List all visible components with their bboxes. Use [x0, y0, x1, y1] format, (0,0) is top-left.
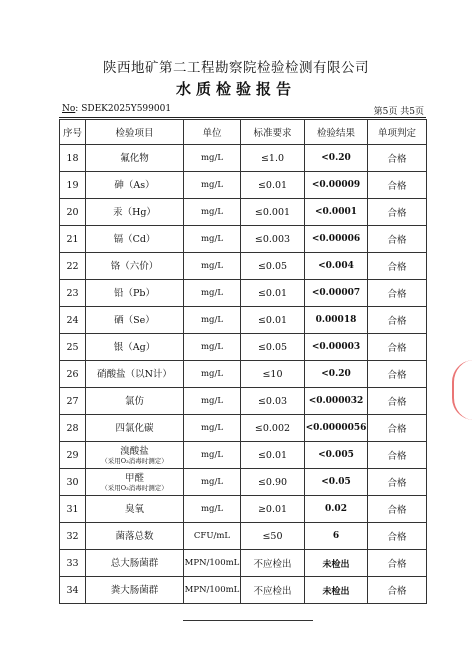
cell-unit: mg/L: [184, 199, 241, 226]
table-row: [60, 145, 427, 172]
table-row: [60, 523, 427, 550]
cell-requirement: ≤0.90: [241, 469, 305, 496]
table-body: [60, 145, 427, 604]
cell-result: <0.20: [305, 361, 368, 388]
header-cell-verdict: 单项判定: [368, 120, 427, 145]
report-number-label: No: [62, 104, 76, 114]
table-row: [60, 199, 427, 226]
cell-no: 27: [60, 388, 86, 415]
item-name: 银（Ag）: [113, 341, 156, 353]
cell-no: 31: [60, 496, 86, 523]
cell-requirement: 不应检出: [241, 577, 305, 604]
cell-requirement: ≤0.002: [241, 415, 305, 442]
cell-requirement: ≤0.05: [241, 334, 305, 361]
cell-result: 6: [305, 523, 368, 550]
cell-result: 未检出: [305, 577, 368, 604]
cell-no: 32: [60, 523, 86, 550]
company-name: 陕西地矿第二工程勘察院检验检测有限公司: [103, 60, 369, 76]
cell-result: <0.20: [305, 145, 368, 172]
cell-result: <0.05: [305, 469, 368, 496]
item-name: 铬（六价）: [110, 260, 159, 272]
cell-item: [86, 307, 184, 334]
cell-item: [86, 550, 184, 577]
cell-verdict: 合格: [368, 334, 427, 361]
cell-no: 18: [60, 145, 86, 172]
table-row: [60, 307, 427, 334]
cell-item: [86, 145, 184, 172]
cell-no: 26: [60, 361, 86, 388]
cell-item: [86, 415, 184, 442]
cell-unit: mg/L: [184, 469, 241, 496]
cell-unit: MPN/100mL: [184, 577, 241, 604]
cell-verdict: 合格: [368, 226, 427, 253]
cell-result: <0.000032: [305, 388, 368, 415]
cell-verdict: 合格: [368, 280, 427, 307]
cell-unit: mg/L: [184, 388, 241, 415]
item-name: 菌落总数: [115, 530, 154, 542]
item-name: 总大肠菌群: [110, 557, 159, 569]
cell-requirement: ≤0.01: [241, 307, 305, 334]
cell-verdict: 合格: [368, 496, 427, 523]
table-row: [60, 361, 427, 388]
cell-requirement: ≤0.01: [241, 442, 305, 469]
item-name: 氟化物: [120, 152, 149, 164]
header-cell-result: 检验结果: [305, 120, 368, 145]
report-meta: [62, 104, 424, 117]
cell-unit: MPN/100mL: [184, 550, 241, 577]
table-row: [60, 172, 427, 199]
cell-requirement: ≤10: [241, 361, 305, 388]
cell-result: <0.00003: [305, 334, 368, 361]
cell-unit: CFU/mL: [184, 523, 241, 550]
cell-verdict: 合格: [368, 253, 427, 280]
cell-verdict: 合格: [368, 442, 427, 469]
cell-result: 0.00018: [305, 307, 368, 334]
page-info: 第5页 共5页: [373, 107, 424, 117]
cell-unit: mg/L: [184, 361, 241, 388]
cell-requirement: ≤0.003: [241, 226, 305, 253]
cell-no: 28: [60, 415, 86, 442]
cell-requirement: ≥0.01: [241, 496, 305, 523]
cell-no: 34: [60, 577, 86, 604]
cell-result: 0.02: [305, 496, 368, 523]
cell-item: [86, 361, 184, 388]
item-name: 铅（Pb）: [114, 287, 155, 299]
item-name: 硒（Se）: [114, 314, 155, 326]
report-number-value: : SDEK2025Y599001: [75, 104, 172, 114]
item-name: 溴酸盐: [120, 445, 149, 457]
table-row: [60, 550, 427, 577]
cell-no: 22: [60, 253, 86, 280]
cell-item: [86, 334, 184, 361]
cell-no: 20: [60, 199, 86, 226]
table-row: [60, 496, 427, 523]
header-rule: [59, 117, 426, 118]
report-number: [62, 104, 171, 117]
cell-no: 33: [60, 550, 86, 577]
table-row: [60, 280, 427, 307]
cell-unit: mg/L: [184, 145, 241, 172]
results-table: [59, 119, 427, 604]
cell-no: 24: [60, 307, 86, 334]
cell-verdict: 合格: [368, 469, 427, 496]
item-name: 甲醛: [124, 472, 144, 484]
cell-unit: mg/L: [184, 307, 241, 334]
item-name: 氯仿: [124, 395, 144, 407]
item-note: （采用O₃消毒时测定）: [101, 483, 168, 492]
cell-item: [86, 199, 184, 226]
table-row: [60, 334, 427, 361]
header-cell-requirement: 标准要求: [241, 120, 305, 145]
header-cell-unit: 单位: [184, 120, 241, 145]
cell-item: [86, 523, 184, 550]
cell-result: <0.00009: [305, 172, 368, 199]
cell-verdict: 合格: [368, 172, 427, 199]
cell-requirement: ≤0.05: [241, 253, 305, 280]
cell-verdict: 合格: [368, 361, 427, 388]
item-name: 砷（As）: [114, 179, 155, 191]
cell-unit: mg/L: [184, 334, 241, 361]
cell-item: [86, 496, 184, 523]
table-row: [60, 469, 427, 496]
cell-item: [86, 172, 184, 199]
cell-no: 21: [60, 226, 86, 253]
item-name: 汞（Hg）: [113, 206, 156, 218]
report-title: 水质检验报告: [175, 80, 296, 98]
cell-no: 23: [60, 280, 86, 307]
cell-verdict: 合格: [368, 550, 427, 577]
cell-requirement: ≤0.001: [241, 199, 305, 226]
cell-result: <0.0000056: [305, 415, 368, 442]
cell-no: 29: [60, 442, 86, 469]
cell-item: [86, 442, 184, 469]
table-header-row: [60, 120, 427, 145]
cell-item: [86, 226, 184, 253]
table-row: [60, 388, 427, 415]
cell-item: [86, 280, 184, 307]
cell-requirement: 不应检出: [241, 550, 305, 577]
item-name: 粪大肠菌群: [110, 584, 159, 596]
cell-unit: mg/L: [184, 442, 241, 469]
cell-unit: mg/L: [184, 226, 241, 253]
cell-unit: mg/L: [184, 496, 241, 523]
cell-result: <0.0001: [305, 199, 368, 226]
cell-verdict: 合格: [368, 415, 427, 442]
cell-result: <0.00006: [305, 226, 368, 253]
table-row: [60, 577, 427, 604]
cell-unit: mg/L: [184, 172, 241, 199]
item-note: （采用O₃消毒时测定）: [101, 456, 168, 465]
table-row: [60, 253, 427, 280]
table-row: [60, 442, 427, 469]
cell-verdict: 合格: [368, 145, 427, 172]
cell-no: 25: [60, 334, 86, 361]
cell-verdict: 合格: [368, 199, 427, 226]
cell-no: 19: [60, 172, 86, 199]
cell-result: <0.005: [305, 442, 368, 469]
cell-verdict: 合格: [368, 577, 427, 604]
cell-item: [86, 577, 184, 604]
item-name: 镉（Cd）: [113, 233, 156, 245]
table-row: [60, 415, 427, 442]
cell-result: <0.00007: [305, 280, 368, 307]
cell-no: 30: [60, 469, 86, 496]
seal-stamp-edge: [452, 360, 472, 420]
header-cell-no: 序号: [60, 120, 86, 145]
cell-requirement: ≤1.0: [241, 145, 305, 172]
cell-unit: mg/L: [184, 253, 241, 280]
cell-verdict: 合格: [368, 523, 427, 550]
item-name: 硝酸盐（以N计）: [97, 368, 172, 380]
item-name: 臭氧: [124, 503, 144, 515]
cell-requirement: ≤0.03: [241, 388, 305, 415]
cell-unit: mg/L: [184, 415, 241, 442]
table-row: [60, 226, 427, 253]
item-name: 四氯化碳: [115, 422, 154, 434]
cell-requirement: ≤0.01: [241, 172, 305, 199]
cell-item: [86, 469, 184, 496]
end-rule: [183, 620, 313, 621]
cell-item: [86, 253, 184, 280]
cell-result: 未检出: [305, 550, 368, 577]
cell-item: [86, 388, 184, 415]
cell-verdict: 合格: [368, 388, 427, 415]
cell-verdict: 合格: [368, 307, 427, 334]
cell-requirement: ≤0.01: [241, 280, 305, 307]
cell-unit: mg/L: [184, 280, 241, 307]
header-cell-item: 检验项目: [86, 120, 184, 145]
cell-requirement: ≤50: [241, 523, 305, 550]
cell-result: <0.004: [305, 253, 368, 280]
